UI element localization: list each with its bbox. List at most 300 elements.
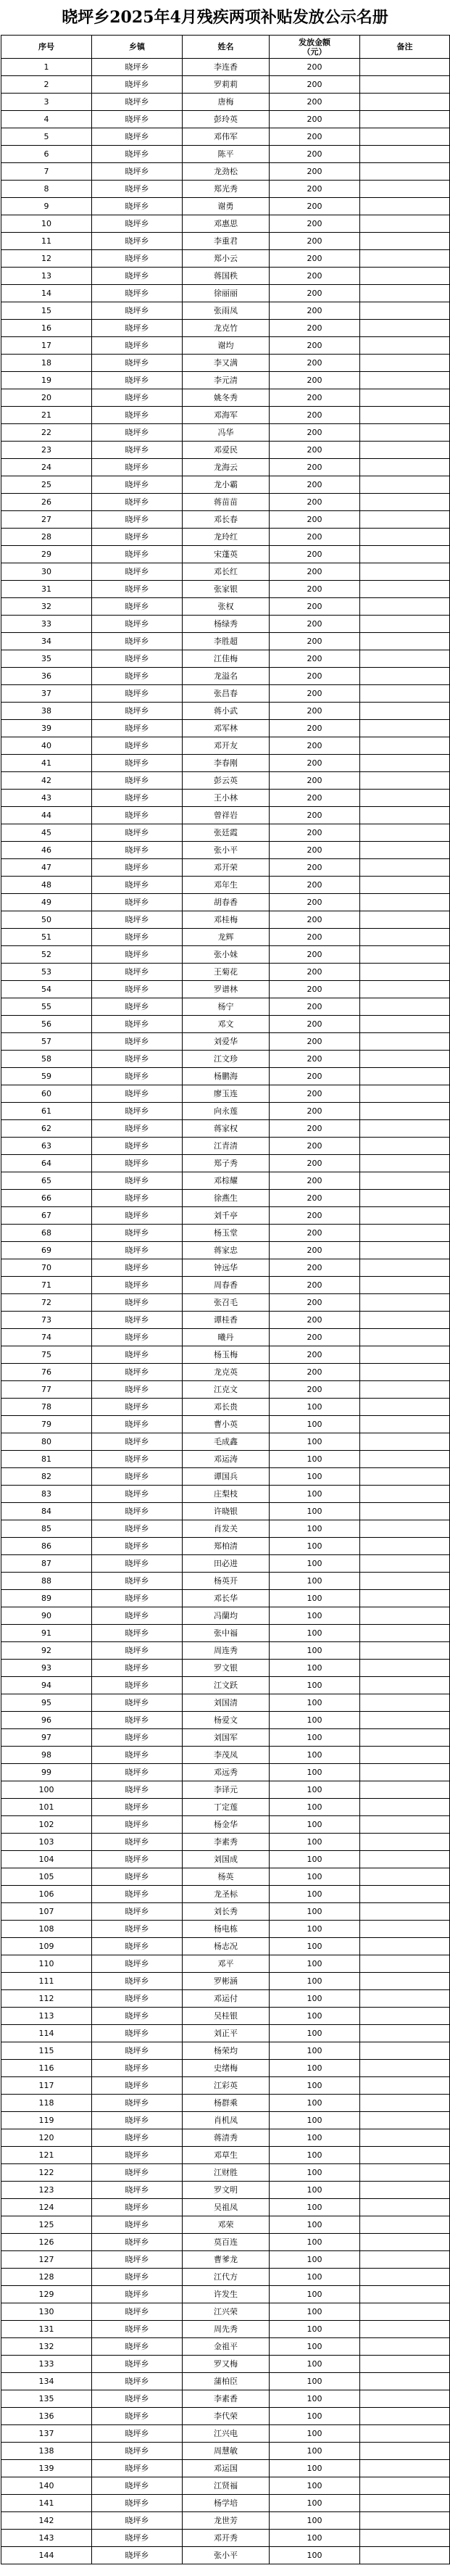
table-row	[1, 1416, 450, 1433]
cell-no: 56	[1, 1016, 92, 1033]
cell-name: 刘千亭	[183, 1207, 270, 1225]
cell-remark	[360, 2025, 450, 2042]
cell-town: 晓坪乡	[92, 1242, 183, 1259]
table-row	[1, 1764, 450, 1781]
cell-amount: 100	[270, 1851, 360, 1868]
table-row	[1, 2460, 450, 2477]
cell-remark	[360, 2199, 450, 2216]
cell-no: 96	[1, 1712, 92, 1729]
cell-town: 晓坪乡	[92, 2390, 183, 2408]
cell-town: 晓坪乡	[92, 1016, 183, 1033]
table-row	[1, 285, 450, 302]
cell-remark	[360, 2390, 450, 2408]
table-row	[1, 1990, 450, 2008]
cell-amount: 100	[270, 1747, 360, 1764]
cell-town: 晓坪乡	[92, 2443, 183, 2460]
cell-no: 72	[1, 1294, 92, 1312]
cell-remark	[360, 1085, 450, 1103]
table-row	[1, 2338, 450, 2356]
table-row	[1, 355, 450, 372]
cell-no: 43	[1, 790, 92, 807]
cell-name: 龙圣标	[183, 1886, 270, 1903]
cell-remark	[360, 1834, 450, 1851]
cell-amount: 200	[270, 807, 360, 824]
cell-town: 晓坪乡	[92, 1416, 183, 1433]
cell-no: 124	[1, 2199, 92, 2216]
cell-no: 13	[1, 268, 92, 285]
table-row	[1, 2373, 450, 2390]
cell-remark	[360, 2234, 450, 2251]
cell-remark	[360, 842, 450, 859]
cell-name: 杨鹏海	[183, 1068, 270, 1085]
cell-remark	[360, 128, 450, 146]
cell-remark	[360, 94, 450, 111]
table-row	[1, 268, 450, 285]
cell-remark	[360, 2251, 450, 2269]
cell-town: 晓坪乡	[92, 1990, 183, 2008]
cell-no: 31	[1, 581, 92, 598]
cell-town: 晓坪乡	[92, 546, 183, 563]
cell-amount: 100	[270, 1955, 360, 1973]
cell-no: 67	[1, 1207, 92, 1225]
cell-town: 晓坪乡	[92, 1851, 183, 1868]
cell-no: 33	[1, 616, 92, 633]
cell-town: 晓坪乡	[92, 877, 183, 894]
cell-no: 9	[1, 198, 92, 215]
cell-name: 张小妹	[183, 946, 270, 964]
header-row	[1, 36, 450, 59]
cell-town: 晓坪乡	[92, 737, 183, 755]
cell-no: 139	[1, 2460, 92, 2477]
table-row	[1, 2199, 450, 2216]
cell-name: 张雨凤	[183, 302, 270, 320]
cell-amount: 200	[270, 563, 360, 581]
cell-town: 晓坪乡	[92, 355, 183, 372]
cell-no: 48	[1, 877, 92, 894]
cell-remark	[360, 372, 450, 389]
cell-amount: 100	[270, 1938, 360, 1955]
cell-name: 邓爱民	[183, 442, 270, 459]
cell-town: 晓坪乡	[92, 1555, 183, 1573]
cell-remark	[360, 215, 450, 233]
cell-no: 1	[1, 59, 92, 76]
cell-name: 李素香	[183, 2390, 270, 2408]
cell-remark	[360, 981, 450, 998]
cell-remark	[360, 1712, 450, 1729]
cell-no: 82	[1, 1468, 92, 1486]
cell-name: 江兴荣	[183, 2303, 270, 2321]
cell-amount: 200	[270, 1381, 360, 1399]
cell-remark	[360, 1903, 450, 1921]
cell-amount: 200	[270, 1190, 360, 1207]
table-row	[1, 181, 450, 198]
cell-no: 61	[1, 1103, 92, 1120]
cell-name: 刘正平	[183, 2025, 270, 2042]
cell-no: 21	[1, 407, 92, 424]
cell-amount: 100	[270, 2042, 360, 2060]
cell-town: 晓坪乡	[92, 2251, 183, 2269]
cell-name: 彭玲英	[183, 111, 270, 128]
cell-amount: 100	[270, 2408, 360, 2425]
table-row	[1, 859, 450, 877]
table-row	[1, 2095, 450, 2112]
cell-amount: 200	[270, 790, 360, 807]
cell-remark	[360, 1590, 450, 1607]
cell-no: 15	[1, 302, 92, 320]
cell-amount: 200	[270, 581, 360, 598]
cell-town: 晓坪乡	[92, 2042, 183, 2060]
cell-no: 39	[1, 720, 92, 737]
cell-amount: 200	[270, 320, 360, 337]
cell-remark	[360, 2008, 450, 2025]
cell-town: 晓坪乡	[92, 1973, 183, 1990]
cell-no: 3	[1, 94, 92, 111]
table-row	[1, 459, 450, 476]
table-row	[1, 2234, 450, 2251]
cell-name: 曾祥岩	[183, 807, 270, 824]
table-row	[1, 2512, 450, 2530]
table-row	[1, 1085, 450, 1103]
cell-name: 谢勇	[183, 198, 270, 215]
table-row	[1, 720, 450, 737]
table-row	[1, 1712, 450, 1729]
cell-no: 142	[1, 2512, 92, 2530]
cell-town: 晓坪乡	[92, 1451, 183, 1468]
cell-no: 104	[1, 1851, 92, 1868]
cell-town: 晓坪乡	[92, 1259, 183, 1277]
cell-remark	[360, 2182, 450, 2199]
cell-town: 晓坪乡	[92, 998, 183, 1016]
cell-no: 99	[1, 1764, 92, 1781]
cell-remark	[360, 929, 450, 946]
table-row	[1, 1799, 450, 1816]
cell-name: 李又满	[183, 355, 270, 372]
cell-amount: 100	[270, 1973, 360, 1990]
cell-remark	[360, 1259, 450, 1277]
cell-amount: 200	[270, 1294, 360, 1312]
cell-no: 132	[1, 2338, 92, 2356]
cell-amount: 200	[270, 1259, 360, 1277]
cell-remark	[360, 772, 450, 790]
cell-no: 28	[1, 529, 92, 546]
cell-remark	[360, 546, 450, 563]
cell-name: 宋蓬英	[183, 546, 270, 563]
cell-remark	[360, 250, 450, 268]
cell-town: 晓坪乡	[92, 1747, 183, 1764]
cell-name: 李茂凤	[183, 1747, 270, 1764]
table-body	[1, 59, 450, 2564]
cell-remark	[360, 1921, 450, 1938]
cell-name: 刘国清	[183, 1694, 270, 1712]
cell-no: 6	[1, 146, 92, 163]
cell-town: 晓坪乡	[92, 598, 183, 616]
header-remark: 备注	[360, 36, 450, 59]
cell-name: 曦丹	[183, 1329, 270, 1346]
cell-town: 晓坪乡	[92, 494, 183, 511]
table-row	[1, 1660, 450, 1677]
cell-name: 江兴电	[183, 2425, 270, 2443]
table-row	[1, 1381, 450, 1399]
cell-amount: 200	[270, 755, 360, 772]
cell-town: 晓坪乡	[92, 2321, 183, 2338]
cell-remark	[360, 1329, 450, 1346]
cell-remark	[360, 337, 450, 355]
cell-town: 晓坪乡	[92, 2269, 183, 2286]
cell-town: 晓坪乡	[92, 1520, 183, 1538]
table-row	[1, 1433, 450, 1451]
cell-no: 116	[1, 2060, 92, 2077]
table-row	[1, 703, 450, 720]
cell-remark	[360, 1538, 450, 1555]
cell-remark	[360, 633, 450, 650]
cell-name: 周先秀	[183, 2321, 270, 2338]
cell-name: 曹爹龙	[183, 2251, 270, 2269]
cell-town: 晓坪乡	[92, 233, 183, 250]
cell-town: 晓坪乡	[92, 1329, 183, 1346]
cell-remark	[360, 146, 450, 163]
cell-town: 晓坪乡	[92, 2495, 183, 2512]
cell-remark	[360, 581, 450, 598]
cell-no: 81	[1, 1451, 92, 1468]
cell-name: 杨群乘	[183, 2095, 270, 2112]
cell-town: 晓坪乡	[92, 807, 183, 824]
table-row	[1, 2390, 450, 2408]
cell-remark	[360, 355, 450, 372]
table-row	[1, 128, 450, 146]
cell-amount: 100	[270, 1816, 360, 1834]
cell-name: 邓长贵	[183, 1399, 270, 1416]
table-row	[1, 407, 450, 424]
cell-no: 27	[1, 511, 92, 529]
cell-no: 98	[1, 1747, 92, 1764]
cell-name: 邓长华	[183, 1590, 270, 1607]
cell-remark	[360, 268, 450, 285]
cell-no: 97	[1, 1729, 92, 1747]
cell-no: 54	[1, 981, 92, 998]
cell-no: 130	[1, 2303, 92, 2321]
cell-name: 杨金华	[183, 1816, 270, 1834]
cell-no: 25	[1, 476, 92, 494]
cell-amount: 200	[270, 111, 360, 128]
cell-amount: 100	[270, 2321, 360, 2338]
cell-remark	[360, 616, 450, 633]
cell-name: 杨电栋	[183, 1921, 270, 1938]
cell-no: 19	[1, 372, 92, 389]
table-row	[1, 911, 450, 929]
cell-amount: 100	[270, 1764, 360, 1781]
cell-name: 邓开友	[183, 737, 270, 755]
cell-town: 晓坪乡	[92, 2129, 183, 2147]
cell-no: 121	[1, 2147, 92, 2164]
cell-amount: 200	[270, 181, 360, 198]
table-row	[1, 1068, 450, 1085]
table-row	[1, 94, 450, 111]
cell-name: 李译元	[183, 1781, 270, 1799]
cell-name: 唐梅	[183, 94, 270, 111]
cell-amount: 200	[270, 842, 360, 859]
cell-town: 晓坪乡	[92, 59, 183, 76]
cell-amount: 200	[270, 650, 360, 668]
cell-amount: 200	[270, 998, 360, 1016]
table-row	[1, 511, 450, 529]
table-row	[1, 1103, 450, 1120]
cell-remark	[360, 2443, 450, 2460]
cell-name: 徐丽丽	[183, 285, 270, 302]
cell-amount: 200	[270, 946, 360, 964]
cell-amount: 100	[270, 2025, 360, 2042]
cell-town: 晓坪乡	[92, 320, 183, 337]
cell-name: 周连秀	[183, 1642, 270, 1660]
cell-town: 晓坪乡	[92, 2077, 183, 2095]
cell-amount: 200	[270, 894, 360, 911]
cell-remark	[360, 529, 450, 546]
cell-remark	[360, 1607, 450, 1625]
cell-town: 晓坪乡	[92, 1781, 183, 1799]
cell-no: 10	[1, 215, 92, 233]
cell-no: 85	[1, 1520, 92, 1538]
cell-no: 112	[1, 1990, 92, 2008]
cell-town: 晓坪乡	[92, 685, 183, 703]
cell-amount: 200	[270, 859, 360, 877]
cell-name: 冯蘭均	[183, 1607, 270, 1625]
cell-remark	[360, 285, 450, 302]
cell-name: 田必进	[183, 1555, 270, 1573]
cell-amount: 200	[270, 1068, 360, 1085]
cell-amount: 100	[270, 1468, 360, 1486]
table-row	[1, 2008, 450, 2025]
cell-no: 107	[1, 1903, 92, 1921]
cell-town: 晓坪乡	[92, 616, 183, 633]
cell-name: 杨绿秀	[183, 616, 270, 633]
cell-remark	[360, 703, 450, 720]
table-row	[1, 1468, 450, 1486]
cell-amount: 200	[270, 76, 360, 94]
cell-amount: 200	[270, 720, 360, 737]
cell-amount: 200	[270, 163, 360, 181]
cell-amount: 100	[270, 2269, 360, 2286]
table-row	[1, 1312, 450, 1329]
cell-no: 66	[1, 1190, 92, 1207]
table-row	[1, 842, 450, 859]
table-row	[1, 1955, 450, 1973]
cell-name: 谭桂香	[183, 1312, 270, 1329]
cell-town: 晓坪乡	[92, 772, 183, 790]
cell-amount: 100	[270, 1590, 360, 1607]
header-amount	[270, 36, 360, 59]
cell-remark	[360, 650, 450, 668]
cell-town: 晓坪乡	[92, 2303, 183, 2321]
cell-town: 晓坪乡	[92, 2530, 183, 2547]
cell-remark	[360, 1399, 450, 1416]
table-row	[1, 1590, 450, 1607]
cell-name: 钟远华	[183, 1259, 270, 1277]
cell-no: 143	[1, 2530, 92, 2547]
table-row	[1, 146, 450, 163]
cell-remark	[360, 407, 450, 424]
cell-town: 晓坪乡	[92, 1938, 183, 1955]
cell-amount: 100	[270, 1729, 360, 1747]
cell-no: 90	[1, 1607, 92, 1625]
cell-amount: 200	[270, 911, 360, 929]
cell-amount: 200	[270, 964, 360, 981]
cell-remark	[360, 1955, 450, 1973]
cell-town: 晓坪乡	[92, 198, 183, 215]
table-row	[1, 2251, 450, 2269]
cell-remark	[360, 2495, 450, 2512]
cell-town: 晓坪乡	[92, 1642, 183, 1660]
cell-amount: 200	[270, 737, 360, 755]
cell-no: 141	[1, 2495, 92, 2512]
cell-no: 136	[1, 2408, 92, 2425]
cell-amount: 100	[270, 2460, 360, 2477]
cell-name: 蒲柏臣	[183, 2373, 270, 2390]
cell-no: 41	[1, 755, 92, 772]
cell-amount: 100	[270, 2147, 360, 2164]
cell-name: 杨荣均	[183, 2042, 270, 2060]
cell-name: 蒋清秀	[183, 2129, 270, 2147]
table-row	[1, 2112, 450, 2129]
cell-no: 20	[1, 389, 92, 407]
header-amount-line2: （元）	[302, 46, 327, 57]
cell-remark	[360, 2042, 450, 2060]
table-row	[1, 442, 450, 459]
cell-name: 江财胜	[183, 2164, 270, 2182]
cell-no: 144	[1, 2547, 92, 2564]
cell-no: 4	[1, 111, 92, 128]
cell-remark	[360, 1172, 450, 1190]
table-row	[1, 2530, 450, 2547]
cell-town: 晓坪乡	[92, 302, 183, 320]
cell-remark	[360, 2129, 450, 2147]
cell-no: 95	[1, 1694, 92, 1712]
cell-town: 晓坪乡	[92, 894, 183, 911]
table-row	[1, 1503, 450, 1520]
cell-name: 罗谱林	[183, 981, 270, 998]
cell-name: 龙克英	[183, 1364, 270, 1381]
header-no: 序号	[1, 36, 92, 59]
cell-town: 晓坪乡	[92, 1903, 183, 1921]
cell-no: 84	[1, 1503, 92, 1520]
cell-amount: 200	[270, 476, 360, 494]
cell-amount: 100	[270, 1781, 360, 1799]
cell-remark	[360, 2321, 450, 2338]
cell-town: 晓坪乡	[92, 1399, 183, 1416]
cell-town: 晓坪乡	[92, 2216, 183, 2234]
cell-amount: 200	[270, 372, 360, 389]
cell-remark	[360, 459, 450, 476]
cell-town: 晓坪乡	[92, 1486, 183, 1503]
cell-amount: 100	[270, 2182, 360, 2199]
cell-no: 59	[1, 1068, 92, 1085]
table-row	[1, 2495, 450, 2512]
cell-name: 邓文	[183, 1016, 270, 1033]
cell-town: 晓坪乡	[92, 2547, 183, 2564]
cell-no: 78	[1, 1399, 92, 1416]
cell-name: 丁定莲	[183, 1799, 270, 1816]
table-row	[1, 215, 450, 233]
cell-amount: 200	[270, 1242, 360, 1259]
cell-town: 晓坪乡	[92, 1190, 183, 1207]
table-row	[1, 998, 450, 1016]
cell-name: 邓年生	[183, 877, 270, 894]
cell-remark	[360, 2408, 450, 2425]
cell-amount: 100	[270, 2303, 360, 2321]
cell-town: 晓坪乡	[92, 1712, 183, 1729]
cell-name: 谢均	[183, 337, 270, 355]
cell-amount: 100	[270, 1868, 360, 1886]
cell-no: 91	[1, 1625, 92, 1642]
cell-name: 姚冬秀	[183, 389, 270, 407]
